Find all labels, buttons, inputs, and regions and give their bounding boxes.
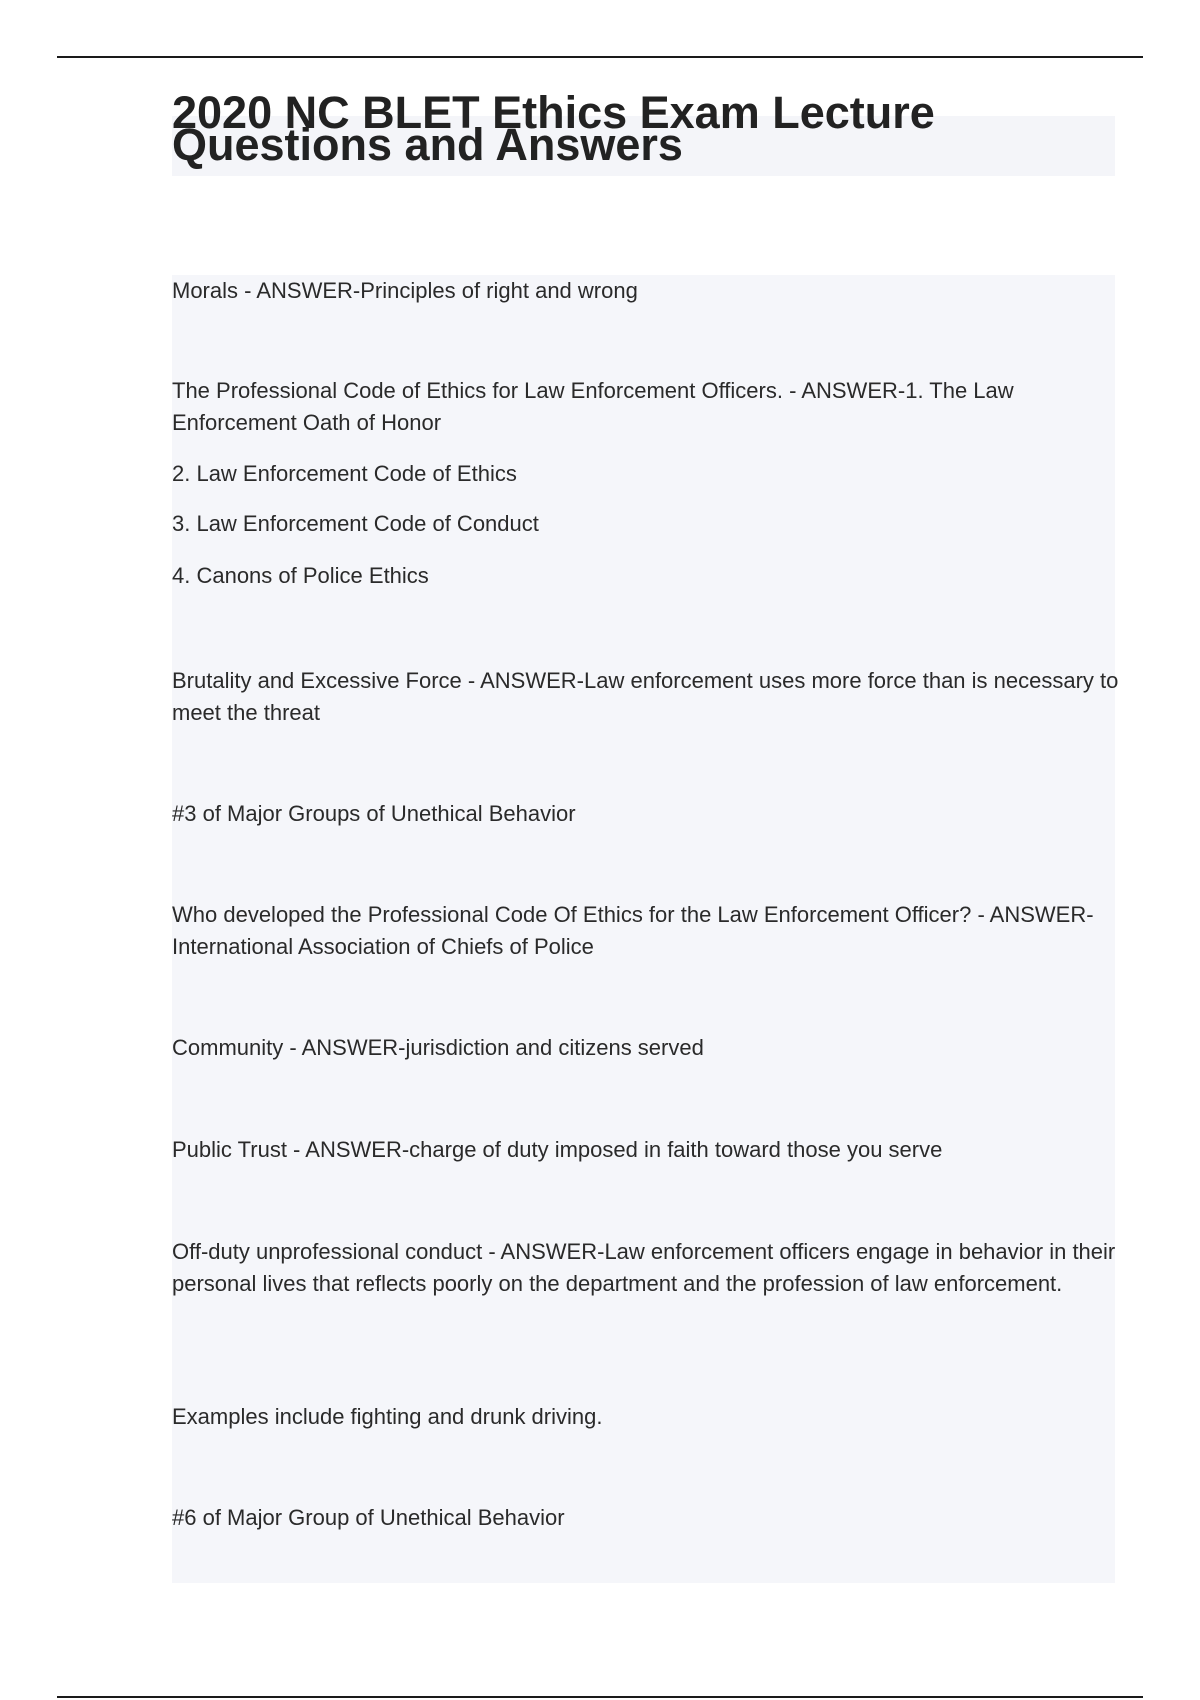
qa-entry-brutality: Brutality and Excessive Force - ANSWER-Law enforcement uses more force than is necessary to meet the threat (172, 668, 1119, 725)
qa-entry-off-duty: Off-duty unprofessional conduct - ANSWER-Law enforcement officers engage in behavior in their personal lives that reflects poorly on the department and the profession of law enforcement. (172, 1239, 1116, 1296)
top-rule (57, 56, 1143, 58)
qa-entry-public-trust: Public Trust - ANSWER-charge of duty imposed in faith toward those you serve (172, 1137, 943, 1162)
qa-list-item-2: 2. Law Enforcement Code of Ethics (172, 461, 517, 486)
qa-list-item-4: 4. Canons of Police Ethics (172, 563, 429, 588)
qa-entry-community: Community - ANSWER-jurisdiction and citizens served (172, 1035, 704, 1060)
bottom-rule (57, 1696, 1143, 1698)
qa-entry-code-developer: Who developed the Professional Code Of Ethics for the Law Enforcement Officer? - ANSWER-International Association of Chiefs of Police (172, 902, 1094, 959)
qa-entry-professional-code: The Professional Code of Ethics for Law Enforcement Officers. - ANSWER-1. The Law Enforcement Oath of Honor (172, 378, 1014, 435)
qa-entry-examples: Examples include fighting and drunk driving. (172, 1404, 603, 1429)
qa-list-item-3: 3. Law Enforcement Code of Conduct (172, 511, 539, 536)
qa-entry-major-groups-3: #3 of Major Groups of Unethical Behavior (172, 801, 576, 826)
document-title: 2020 NC BLET Ethics Exam Lecture Questions and Answers (172, 87, 935, 170)
qa-entry-major-group-6: #6 of Major Group of Unethical Behavior (172, 1505, 565, 1530)
qa-entry-morals: Morals - ANSWER-Principles of right and wrong (172, 278, 638, 303)
